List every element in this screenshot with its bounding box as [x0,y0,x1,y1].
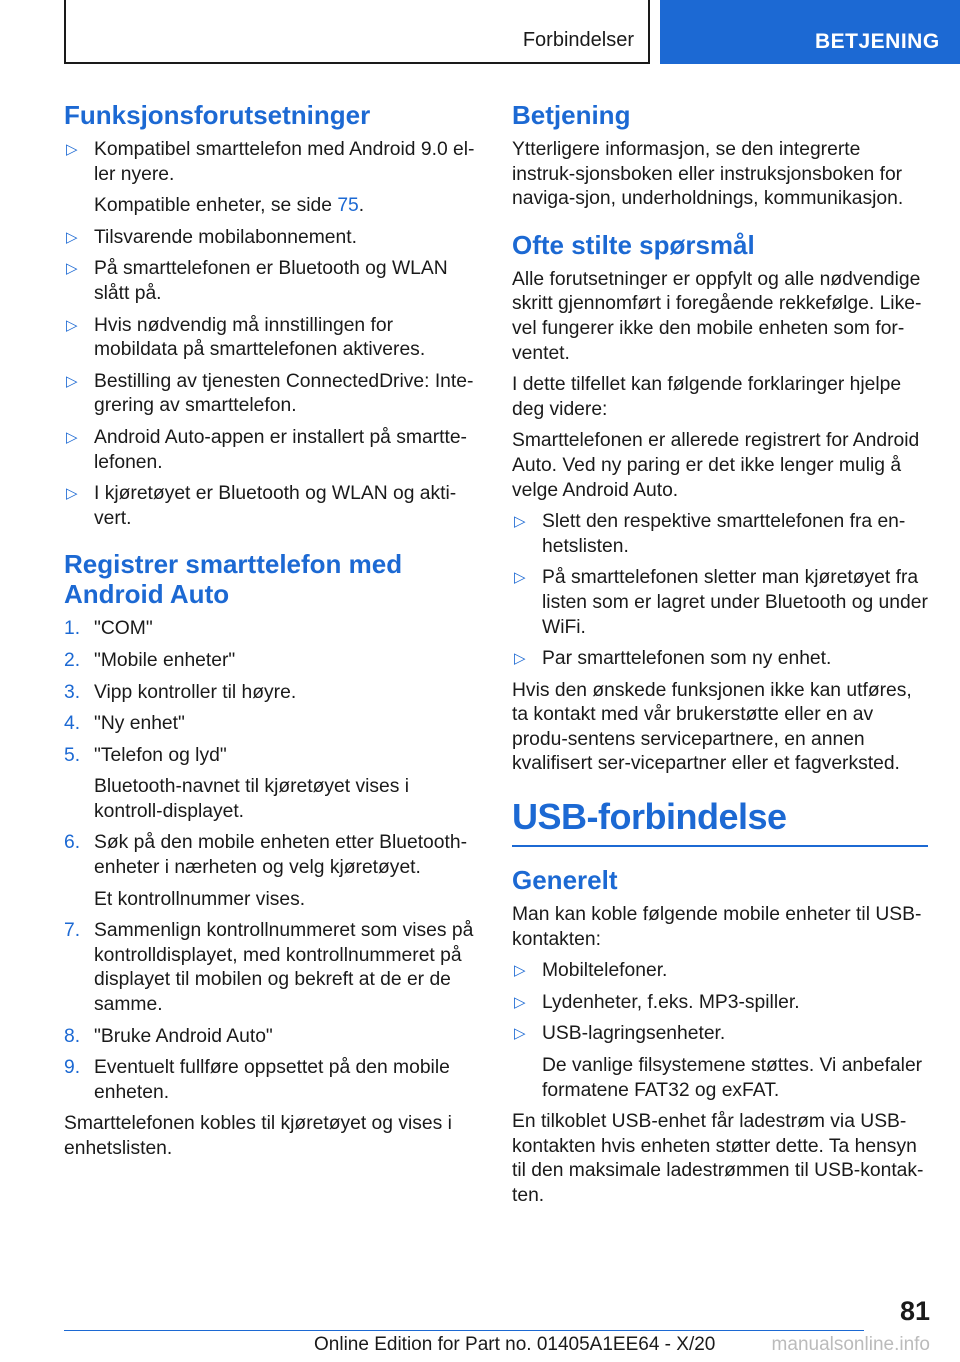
heading-betjening: Betjening [512,100,631,130]
header-section-tab [64,0,650,64]
list-item: ▷ I kjøretøyet er Bluetooth og WLAN og akti-vert. [66,483,457,529]
list-item: ▷ Mobiltelefoner. [512,959,928,984]
list-item: ▷ Bestilling av tjenesten ConnectedDrive: Inte-grering av smarttelefon. [66,370,474,417]
step-item: 3. Vipp kontroller til høyre. [64,681,478,706]
triangle-bullet-icon: ▷ [66,228,78,246]
paragraph: Alle forutsetninger er oppfylt og alle nødvendige skritt gjennomført i foregående rekkefølge. Like-vel fungerer ikke den mobile enheten som for-ventet. [512,268,922,364]
step-number: 7. [64,920,81,942]
step-number: 9. [64,1057,81,1079]
step-subtext: Bluetooth-navnet til kjøretøyet vises i kontroll-displayet. [94,776,410,822]
list-item: ▷ Android Auto-appen er installert på smartte-lefonen. [66,426,467,473]
heading-generelt: Generelt [512,865,618,896]
header-chapter-tab [660,0,960,64]
heading-registrer: Registrer smarttelefon med Android Auto [64,549,403,610]
triangle-bullet-icon: ▷ [514,650,526,668]
triangle-bullet-icon: ▷ [66,485,78,503]
step-item: 2. "Mobile enheter" [64,649,478,674]
heading-funksjonsforutsetninger: Funksjonsforutsetninger [64,100,371,130]
triangle-bullet-icon: ▷ [66,260,78,278]
heading-rule [512,845,928,847]
paragraph: En tilkoblet USB-enhet får ladestrøm via USB-kontakten hvis enheten støtter dette. Ta hensyn til den maksimale ladestrømmen til USB-kontak-ten. [512,1111,924,1206]
list-item: ▷ På smarttelefonen er Bluetooth og WLAN slått på. [66,258,448,304]
watermark: manualsonline.info [771,1334,930,1355]
list-item: ▷ Slett den respektive smarttelefonen fra en-hetslisten. [514,511,906,557]
step-number: 2. [64,649,81,671]
step-number: 4. [64,713,81,735]
heading-usb-forbindelse: USB-forbindelse [512,796,787,838]
triangle-bullet-icon: ▷ [514,513,526,531]
triangle-bullet-icon: ▷ [66,428,78,446]
triangle-bullet-icon: ▷ [66,316,78,334]
step-subtext: Et kontrollnummer vises. [94,888,306,910]
list-item: ▷ Hvis nødvendig må innstillingen for mobildata på smarttelefonen aktiveres. [66,314,426,361]
triangle-bullet-icon: ▷ [514,1025,526,1043]
step-item: 7. Sammenlign kontrollnummeret som vises på kontrolldisplayet, med kontrollnummeret på displayet til mobilen og bekreft at de er de samme. [64,920,474,1016]
paragraph: Smarttelefonen er allerede registrert for Android Auto. Ved ny paring er det ikke lenger mulig å velge Android Auto. [512,430,920,501]
list-subtext: De vanlige filsystemene støttes. Vi anbefaler formatene FAT32 og exFAT. [542,1055,923,1101]
list-item: ▷ På smarttelefonen sletter man kjøretøyet fra listen som er lagret under Bluetooth og under WiFi. [514,567,928,638]
step-number: 5. [64,744,81,766]
step-item: 5. "Telefon og lyd" [64,744,478,769]
right-column [512,100,928,1216]
paragraph: Man kan koble følgende mobile enheter til USB-kontakten: [512,904,922,950]
left-column [64,100,478,1169]
paragraph: Hvis den ønskede funksjonen ikke kan utføres, ta kontakt med vår brukerstøtte eller en av produ-sentens servicepartnere, en annen kvalifisert ser-vicepartner eller et fagverksted. [512,679,912,775]
paragraph: I dette tilfellet kan følgende forklaringer hjelpe deg videre: [512,374,902,420]
step-number: 8. [64,1025,81,1047]
step-number: 1. [64,618,81,640]
closing-paragraph: Smarttelefonen kobles til kjøretøyet og vises i enhetslisten. [64,1113,452,1159]
page-link[interactable]: 75 [337,195,359,217]
triangle-bullet-icon: ▷ [514,569,526,587]
footer-rule [64,1330,864,1331]
triangle-bullet-icon: ▷ [66,141,78,158]
step-number: 6. [64,832,81,854]
footer-edition: Online Edition for Part no. 01405A1EE64 - X/20 [314,1334,716,1355]
header-chapter-title: BETJENING [815,30,940,53]
step-item: 6. Søk på den mobile enheten etter Bluetooth-enheter i nærheten og velg kjøretøyet. [64,832,468,879]
triangle-bullet-icon: ▷ [66,372,78,390]
paragraph: Ytterligere informasjon, se den integrerte instruk-sjonsboken eller instruksjonsboken for naviga-sjon, underholdnings, kommunikasjon. [512,139,904,210]
triangle-bullet-icon: ▷ [514,993,526,1011]
list-subtext: Kompatible enheter, se side 75. [94,195,365,217]
step-item: 1. "COM" [64,617,478,642]
list-item: ▷ Kompatibel smarttelefon med Android 9.0 el-ler nyere. [66,139,475,185]
heading-ofte-stilte: Ofte stilte spørsmål [512,229,755,260]
step-item: 8. "Bruke Android Auto" [64,1025,478,1050]
list-item: ▷ Tilsvarende mobilabonnement. [64,226,478,251]
list-item: ▷ Par smarttelefonen som ny enhet. [512,647,928,672]
list-item: ▷ Lydenheter, f.eks. MP3-spiller. [512,991,928,1016]
step-item: 9. Eventuelt fullføre oppsettet på den mobile enheten. [64,1057,450,1103]
list-item: ▷ USB-lagringsenheter. [512,1022,928,1047]
triangle-bullet-icon: ▷ [514,962,526,980]
header-section-title: Forbindelser [522,29,634,51]
step-item: 4. "Ny enhet" [64,712,478,737]
step-number: 3. [64,681,81,703]
page-number: 81 [899,1296,930,1326]
